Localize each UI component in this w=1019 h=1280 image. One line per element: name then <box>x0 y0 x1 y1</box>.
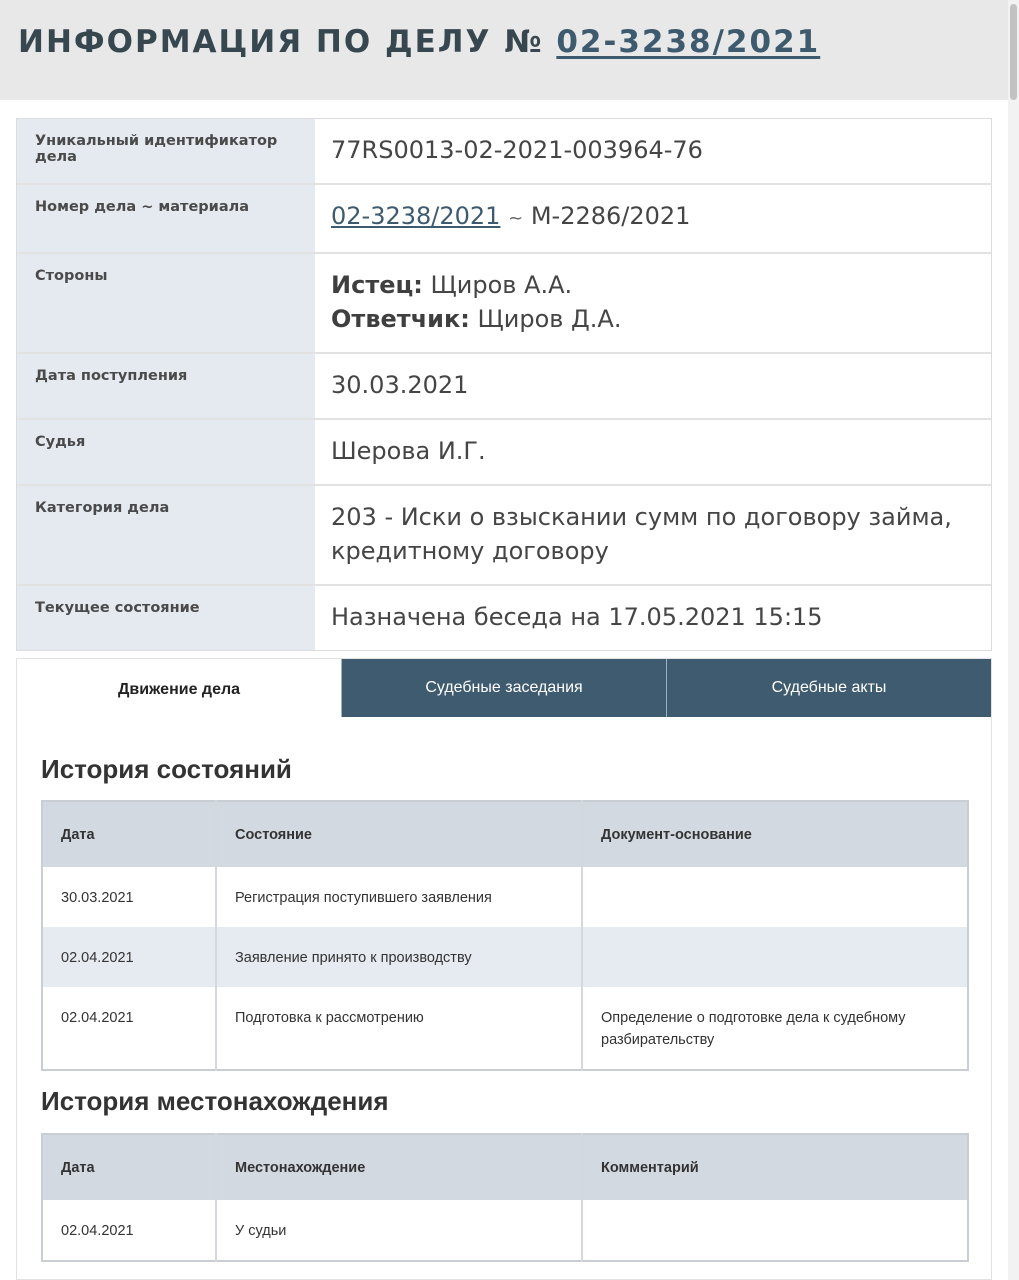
table-cell: 02.04.2021 <box>42 927 216 987</box>
date-value: 30.03.2021 <box>331 371 469 399</box>
column-header: Дата <box>42 801 216 867</box>
section-title-location: История местонахождения <box>41 1086 389 1116</box>
status-value: Назначена беседа на 17.05.2021 15:15 <box>331 603 823 631</box>
page-title <box>18 24 820 60</box>
material-number: М-2286/2021 <box>530 202 691 230</box>
info-row-date <box>17 354 991 420</box>
plaintiff-name: Щиров А.А. <box>430 271 573 299</box>
states-table <box>41 800 969 1071</box>
case-number-value <box>315 185 991 252</box>
separator-tilde: ~ <box>508 208 524 229</box>
table-row <box>42 1200 968 1261</box>
info-row-category <box>17 486 991 586</box>
table-cell: У судьи <box>216 1200 582 1261</box>
tab-case-movement[interactable]: Движение дела <box>17 659 341 717</box>
defendant-name: Щиров Д.А. <box>477 305 622 333</box>
page-title-prefix: ИНФОРМАЦИЯ ПО ДЕЛУ № <box>18 24 544 60</box>
case-number-link[interactable]: 02-3238/2021 <box>331 202 501 230</box>
table-cell: Регистрация поступившего заявления <box>216 867 582 927</box>
info-label: Категория дела <box>17 486 315 584</box>
scrollbar-thumb[interactable] <box>1010 4 1017 100</box>
table-row <box>42 987 968 1070</box>
table-cell: 02.04.2021 <box>42 1200 216 1261</box>
table-cell: 02.04.2021 <box>42 987 216 1070</box>
defendant-label: Ответчик: <box>331 305 470 333</box>
tab-court-hearings[interactable]: Судебные заседания <box>341 659 666 717</box>
scrollbar[interactable] <box>1008 0 1019 1280</box>
category-value: 203 - Иски о взыскании сумм по договору займа, кредитному договору <box>331 503 952 565</box>
column-header: Местонахождение <box>216 1134 582 1200</box>
info-label: Номер дела ~ материала <box>17 185 315 252</box>
info-label: Стороны <box>17 254 315 352</box>
info-row-parties <box>17 254 991 354</box>
table-cell <box>582 1200 968 1261</box>
column-header: Комментарий <box>582 1134 968 1200</box>
info-label: Судья <box>17 420 315 484</box>
table-cell <box>582 927 968 987</box>
column-header: Дата <box>42 1134 216 1200</box>
table-row <box>42 867 968 927</box>
info-row-number <box>17 185 991 254</box>
table-header-row <box>42 1134 968 1200</box>
location-table <box>41 1133 969 1262</box>
tab-bar <box>17 659 991 717</box>
table-cell: Подготовка к рассмотрению <box>216 987 582 1070</box>
table-row <box>42 927 968 987</box>
info-label: Уникальный идентификатор дела <box>17 119 315 183</box>
table-cell: Определение о подготовке дела к судебному разбирательству <box>601 1010 906 1048</box>
table-header-row <box>42 801 968 867</box>
judge-value: Шерова И.Г. <box>331 437 486 465</box>
case-number-link[interactable]: 02-3238/2021 <box>556 24 821 60</box>
column-header: Состояние <box>216 801 582 867</box>
info-row-uid <box>17 119 991 185</box>
column-header: Документ-основание <box>582 801 968 867</box>
info-label: Дата поступления <box>17 354 315 418</box>
info-row-status <box>17 586 991 650</box>
uid-value: 77RS0013-02-2021-003964-76 <box>331 136 703 164</box>
table-cell: 30.03.2021 <box>42 867 216 927</box>
case-info-table <box>16 118 992 651</box>
tabs-panel <box>16 658 992 1280</box>
plaintiff-label: Истец: <box>331 271 423 299</box>
section-title-states: История состояний <box>41 754 292 784</box>
page-header <box>0 0 1008 100</box>
tab-court-acts[interactable]: Судебные акты <box>666 659 991 717</box>
table-cell: Заявление принято к производству <box>216 927 582 987</box>
info-label: Текущее состояние <box>17 586 315 650</box>
info-row-judge <box>17 420 991 486</box>
table-cell <box>582 867 968 927</box>
parties-value <box>315 254 991 352</box>
